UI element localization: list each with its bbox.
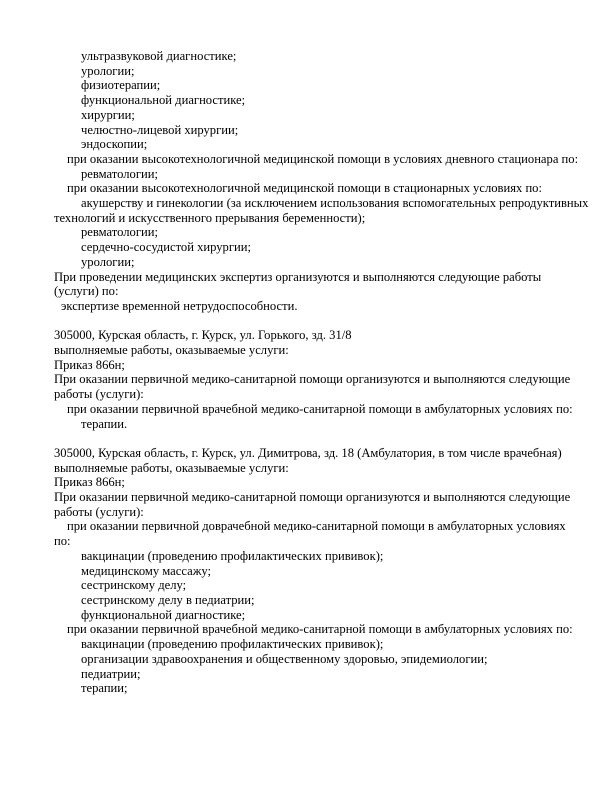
subsection-line: при оказании первичной врачебной медико-санитарной помощи в амбулаторных условиях по: (67, 401, 573, 416)
specialty-line: урологии; (81, 63, 135, 78)
specialty-line: физиотерапии; (81, 78, 161, 93)
specialty-line: урологии; (81, 254, 135, 269)
works-services-label: выполняемые работы, оказываемые услуги: (54, 460, 289, 475)
specialty-line: акушерству и гинекологии (за исключением использования вспомогательных репродуктивных (81, 196, 589, 211)
specialty-line: вакцинации (проведению профилактических прививок); (81, 548, 384, 563)
specialty-line: экспертизе временной нетрудоспособности. (61, 298, 298, 313)
specialty-line: функциональной диагностике; (81, 607, 246, 622)
specialty-line: медицинскому массажу; (81, 563, 212, 578)
section-header-line-wrap: работы (услуги): (54, 504, 144, 519)
subsection-line: при оказании первичной доврачебной медико-санитарной помощи в амбулаторных условиях (67, 519, 566, 534)
specialty-line: эндоскопии; (81, 137, 148, 152)
works-services-label: выполняемые работы, оказываемые услуги: (54, 343, 289, 358)
subsection-line: при оказании высокотехнологичной медицинской помощи в стационарных условиях по: (67, 181, 542, 196)
section-header-line: При оказании первичной медико-санитарной помощи организуются и выполняются следующие (54, 372, 571, 387)
specialty-line: ультразвуковой диагностике; (81, 49, 237, 63)
order-866n-label: Приказ 866н; (54, 357, 125, 372)
specialty-line: функциональной диагностике; (81, 93, 246, 108)
order-866n-label: Приказ 866н; (54, 475, 125, 490)
address-line: 305000, Курская область, г. Курск, ул. Горького, зд. 31/8 (54, 328, 352, 343)
subsection-line: при оказании высокотехнологичной медицинской помощи в условиях дневного стационара по: (67, 151, 579, 166)
section-header-line: При проведении медицинских экспертиз организуются и выполняются следующие работы (54, 269, 542, 284)
specialty-line: педиатрии; (81, 666, 141, 681)
specialty-line-wrap: технологий и искусственного прерывания беременности); (54, 210, 366, 225)
specialty-line: ревматологии; (81, 225, 158, 240)
address-line: 305000, Курская область, г. Курск, ул. Димитрова, зд. 18 (Амбулатория, в том числе врачебная) (54, 445, 562, 460)
section-header-line: При оказании первичной медико-санитарной помощи организуются и выполняются следующие (54, 490, 571, 505)
specialty-line: сестринскому делу в педиатрии; (81, 592, 255, 607)
specialty-line: вакцинации (проведению профилактических прививок); (81, 637, 384, 652)
blank-line (54, 314, 590, 329)
blank-line (54, 431, 590, 446)
specialty-line: сестринскому делу; (81, 578, 187, 593)
specialty-line: сердечно-сосудистой хирургии; (81, 240, 252, 255)
specialty-line: челюстно-лицевой хирургии; (81, 122, 239, 137)
subsection-line: при оказании первичной врачебной медико-санитарной помощи в амбулаторных условиях по: (67, 622, 573, 637)
section-header-line-wrap: (услуги) по: (54, 284, 119, 299)
section-header-line-wrap: работы (услуги): (54, 387, 144, 402)
specialty-line: ревматологии; (81, 166, 158, 181)
subsection-line-wrap: по: (54, 534, 71, 549)
specialty-line: терапии. (81, 416, 128, 431)
specialty-line: хирургии; (81, 107, 135, 122)
specialty-line: организации здравоохранения и общественному здоровью, эпидемиологии; (81, 651, 488, 666)
specialty-line: терапии; (81, 681, 128, 696)
